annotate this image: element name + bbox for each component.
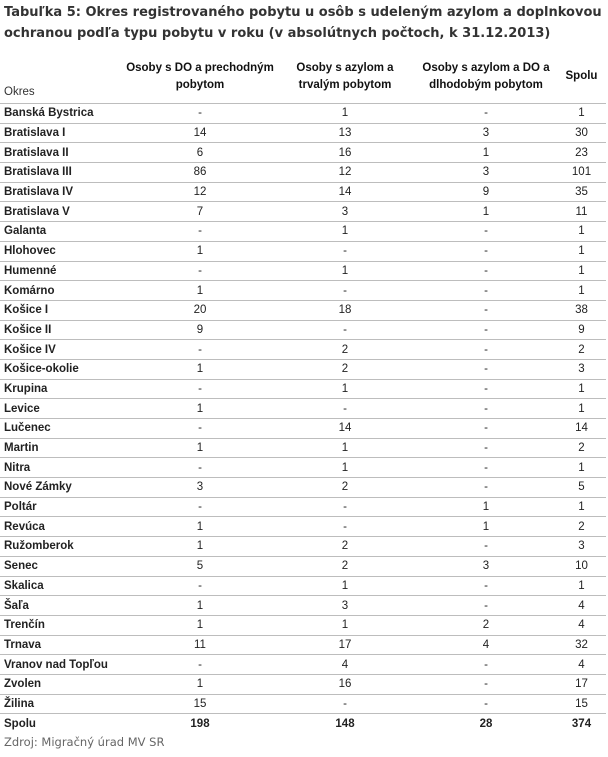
table-row xyxy=(0,497,606,517)
azyl-do-dlhodoby-cell: 3 xyxy=(415,163,557,183)
okres-cell: Bratislava III xyxy=(0,163,125,183)
do-prechodny-cell: 11 xyxy=(125,635,275,655)
total-spolu-cell: 374 xyxy=(571,717,592,730)
azyl-do-dlhodoby-cell: - xyxy=(415,320,557,340)
azyl-do-dlhodoby-cell: - xyxy=(415,694,557,714)
azyl-trvaly-cell: 3 xyxy=(275,596,415,616)
do-prechodny-cell: 6 xyxy=(125,143,275,163)
do-prechodny-cell: 9 xyxy=(125,320,275,340)
okres-cell: Žilina xyxy=(0,694,125,714)
azyl-trvaly-cell: - xyxy=(275,399,415,419)
azyl-do-dlhodoby-cell: 1 xyxy=(415,202,557,222)
spolu-cell: 30 xyxy=(557,123,606,143)
okres-cell: Zvolen xyxy=(0,674,125,694)
azyl-trvaly-cell: 17 xyxy=(275,635,415,655)
azyl-do-dlhodoby-cell: - xyxy=(415,655,557,675)
total-okres-cell: Spolu xyxy=(4,717,36,730)
okres-cell: Bratislava I xyxy=(0,123,125,143)
azyl-trvaly-cell: - xyxy=(275,694,415,714)
azyl-trvaly-cell: - xyxy=(275,320,415,340)
okres-cell: Bratislava II xyxy=(0,143,125,163)
okres-cell: Hlohovec xyxy=(0,241,125,261)
do-prechodny-cell: 7 xyxy=(125,202,275,222)
spolu-cell: 1 xyxy=(557,458,606,478)
table-row xyxy=(0,537,606,557)
do-prechodny-cell: 86 xyxy=(125,163,275,183)
spolu-cell: 2 xyxy=(557,438,606,458)
spolu-cell: 1 xyxy=(557,576,606,596)
table-row xyxy=(0,399,606,419)
table-row xyxy=(0,655,606,675)
table-row xyxy=(0,674,606,694)
do-prechodny-cell: 1 xyxy=(125,517,275,537)
spolu-cell: 5 xyxy=(557,478,606,498)
column-header-azyl-trvaly: Osoby s azylom a trvalým pobytom xyxy=(275,50,415,104)
do-prechodny-cell: 1 xyxy=(125,438,275,458)
table-title: Tabuľka 5: Okres registrovaného pobytu u osôb s udeleným azylom a doplnkovou ochranou podľa typu pobytu v roku (v absolútnych počtoch, k 31.12.2013) xyxy=(4,5,602,41)
column-header-do-prechodny: Osoby s DO a prechodným pobytom xyxy=(125,50,275,104)
table-row xyxy=(0,320,606,340)
do-prechodny-cell: - xyxy=(125,379,275,399)
okres-cell: Galanta xyxy=(0,222,125,242)
do-prechodny-cell: - xyxy=(125,340,275,360)
okres-cell: Poltár xyxy=(0,497,125,517)
okres-cell: Košice I xyxy=(0,300,125,320)
do-prechodny-cell: 1 xyxy=(125,281,275,301)
column-header-spolu: Spolu xyxy=(557,50,606,104)
spolu-cell: 1 xyxy=(557,241,606,261)
azyl-do-dlhodoby-cell: 1 xyxy=(415,517,557,537)
okres-cell: Ružomberok xyxy=(0,537,125,557)
azyl-do-dlhodoby-cell: - xyxy=(415,340,557,360)
spolu-cell: 1 xyxy=(557,497,606,517)
okres-cell: Skalica xyxy=(0,576,125,596)
azyl-trvaly-cell: 2 xyxy=(275,359,415,379)
do-prechodny-cell: 14 xyxy=(125,123,275,143)
spolu-cell: 1 xyxy=(557,261,606,281)
spolu-cell: 15 xyxy=(557,694,606,714)
total-do-prechodny-cell: 198 xyxy=(190,717,210,730)
azyl-trvaly-cell: 1 xyxy=(275,222,415,242)
azyl-trvaly-cell: 12 xyxy=(275,163,415,183)
okres-cell: Levice xyxy=(0,399,125,419)
azyl-trvaly-cell: 1 xyxy=(275,576,415,596)
azyl-trvaly-cell: 2 xyxy=(275,556,415,576)
azyl-trvaly-cell: 1 xyxy=(275,261,415,281)
spolu-cell: 17 xyxy=(557,674,606,694)
table-row xyxy=(0,281,606,301)
okres-cell: Komárno xyxy=(0,281,125,301)
header-row xyxy=(0,50,606,104)
do-prechodny-cell: 5 xyxy=(125,556,275,576)
spolu-cell: 3 xyxy=(557,359,606,379)
do-prechodny-cell: 1 xyxy=(125,537,275,557)
spolu-cell: 3 xyxy=(557,537,606,557)
table-row xyxy=(0,143,606,163)
azyl-trvaly-cell: 16 xyxy=(275,674,415,694)
azyl-do-dlhodoby-cell: 1 xyxy=(415,497,557,517)
azyl-trvaly-cell: - xyxy=(275,241,415,261)
azyl-trvaly-cell: 1 xyxy=(275,458,415,478)
azyl-do-dlhodoby-cell: 1 xyxy=(415,143,557,163)
azyl-do-dlhodoby-cell: - xyxy=(415,419,557,439)
azyl-do-dlhodoby-cell: - xyxy=(415,537,557,557)
azyl-do-dlhodoby-cell: - xyxy=(415,300,557,320)
okres-cell: Martin xyxy=(0,438,125,458)
okres-cell: Trnava xyxy=(0,635,125,655)
okres-cell: Nové Zámky xyxy=(0,478,125,498)
azyl-trvaly-cell: 2 xyxy=(275,340,415,360)
okres-cell: Revúca xyxy=(0,517,125,537)
do-prechodny-cell: - xyxy=(125,419,275,439)
azyl-trvaly-cell: 2 xyxy=(275,478,415,498)
azyl-do-dlhodoby-cell: - xyxy=(415,281,557,301)
spolu-cell: 1 xyxy=(557,379,606,399)
spolu-cell: 4 xyxy=(557,596,606,616)
column-header-okres: Okres xyxy=(0,50,125,104)
spolu-cell: 23 xyxy=(557,143,606,163)
azyl-trvaly-cell: 18 xyxy=(275,300,415,320)
do-prechodny-cell: - xyxy=(125,261,275,281)
table-row xyxy=(0,458,606,478)
do-prechodny-cell: 1 xyxy=(125,674,275,694)
table-row xyxy=(0,359,606,379)
azyl-trvaly-cell: 1 xyxy=(275,438,415,458)
azyl-trvaly-cell: - xyxy=(275,517,415,537)
azyl-do-dlhodoby-cell: - xyxy=(415,438,557,458)
column-header-azyl-do-dlhodoby: Osoby s azylom a DO a dlhodobým pobytom xyxy=(415,50,557,104)
azyl-do-dlhodoby-cell: - xyxy=(415,458,557,478)
table-row xyxy=(0,241,606,261)
azyl-trvaly-cell: 14 xyxy=(275,419,415,439)
table-row xyxy=(0,694,606,714)
okres-cell: Bratislava IV xyxy=(0,182,125,202)
table-row xyxy=(0,635,606,655)
table-row xyxy=(0,123,606,143)
do-prechodny-cell: - xyxy=(125,104,275,124)
data-table xyxy=(0,50,606,733)
azyl-trvaly-cell: 1 xyxy=(275,615,415,635)
azyl-do-dlhodoby-cell: - xyxy=(415,104,557,124)
table-row xyxy=(0,300,606,320)
do-prechodny-cell: 12 xyxy=(125,182,275,202)
azyl-do-dlhodoby-cell: - xyxy=(415,359,557,379)
azyl-trvaly-cell: 13 xyxy=(275,123,415,143)
table-row xyxy=(0,222,606,242)
azyl-do-dlhodoby-cell: 3 xyxy=(415,556,557,576)
azyl-do-dlhodoby-cell: - xyxy=(415,576,557,596)
azyl-do-dlhodoby-cell: - xyxy=(415,478,557,498)
table-row xyxy=(0,615,606,635)
table-row xyxy=(0,517,606,537)
do-prechodny-cell: 1 xyxy=(125,399,275,419)
table-row xyxy=(0,556,606,576)
table-row xyxy=(0,438,606,458)
azyl-do-dlhodoby-cell: - xyxy=(415,674,557,694)
okres-cell: Košice IV xyxy=(0,340,125,360)
okres-cell: Nitra xyxy=(0,458,125,478)
azyl-trvaly-cell: 2 xyxy=(275,537,415,557)
okres-cell: Lučenec xyxy=(0,419,125,439)
table-row xyxy=(0,576,606,596)
azyl-trvaly-cell: 3 xyxy=(275,202,415,222)
okres-cell: Banská Bystrica xyxy=(0,104,125,124)
azyl-trvaly-cell: 1 xyxy=(275,104,415,124)
do-prechodny-cell: 15 xyxy=(125,694,275,714)
okres-cell: Košice II xyxy=(0,320,125,340)
okres-cell: Vranov nad Topľou xyxy=(0,655,125,675)
azyl-do-dlhodoby-cell: 4 xyxy=(415,635,557,655)
azyl-do-dlhodoby-cell: 3 xyxy=(415,123,557,143)
azyl-do-dlhodoby-cell: - xyxy=(415,596,557,616)
azyl-do-dlhodoby-cell: - xyxy=(415,379,557,399)
azyl-do-dlhodoby-cell: 2 xyxy=(415,615,557,635)
do-prechodny-cell: - xyxy=(125,655,275,675)
do-prechodny-cell: 20 xyxy=(125,300,275,320)
source-note: Zdroj: Migračný úrad MV SR xyxy=(4,735,165,749)
azyl-do-dlhodoby-cell: - xyxy=(415,241,557,261)
spolu-cell: 35 xyxy=(557,182,606,202)
table-row xyxy=(0,419,606,439)
table-row xyxy=(0,596,606,616)
spolu-cell: 2 xyxy=(557,517,606,537)
do-prechodny-cell: 1 xyxy=(125,241,275,261)
do-prechodny-cell: 1 xyxy=(125,596,275,616)
okres-cell: Humenné xyxy=(0,261,125,281)
spolu-cell: 1 xyxy=(557,399,606,419)
azyl-do-dlhodoby-cell: - xyxy=(415,399,557,419)
table-row xyxy=(0,261,606,281)
do-prechodny-cell: 3 xyxy=(125,478,275,498)
spolu-cell: 32 xyxy=(557,635,606,655)
spolu-cell: 1 xyxy=(557,222,606,242)
azyl-trvaly-cell: 1 xyxy=(275,379,415,399)
okres-cell: Senec xyxy=(0,556,125,576)
azyl-trvaly-cell: - xyxy=(275,497,415,517)
spolu-cell: 10 xyxy=(557,556,606,576)
spolu-cell: 14 xyxy=(557,419,606,439)
total-azyl-do-dlhodoby-cell: 28 xyxy=(479,717,493,730)
okres-cell: Košice-okolie xyxy=(0,359,125,379)
total-row xyxy=(0,714,606,733)
table-row xyxy=(0,182,606,202)
azyl-do-dlhodoby-cell: 9 xyxy=(415,182,557,202)
table-row xyxy=(0,340,606,360)
okres-cell: Šaľa xyxy=(0,596,125,616)
do-prechodny-cell: 1 xyxy=(125,615,275,635)
spolu-cell: 38 xyxy=(557,300,606,320)
do-prechodny-cell: - xyxy=(125,222,275,242)
table-body xyxy=(0,104,606,734)
azyl-do-dlhodoby-cell: - xyxy=(415,222,557,242)
table-row xyxy=(0,379,606,399)
spolu-cell: 4 xyxy=(557,655,606,675)
do-prechodny-cell: 1 xyxy=(125,359,275,379)
spolu-cell: 11 xyxy=(557,202,606,222)
spolu-cell: 1 xyxy=(557,104,606,124)
okres-cell: Krupina xyxy=(0,379,125,399)
spolu-cell: 2 xyxy=(557,340,606,360)
table-row xyxy=(0,163,606,183)
azyl-do-dlhodoby-cell: - xyxy=(415,261,557,281)
azyl-trvaly-cell: 16 xyxy=(275,143,415,163)
spolu-cell: 1 xyxy=(557,281,606,301)
table-row xyxy=(0,478,606,498)
azyl-trvaly-cell: 14 xyxy=(275,182,415,202)
do-prechodny-cell: - xyxy=(125,458,275,478)
table-row xyxy=(0,104,606,124)
azyl-trvaly-cell: - xyxy=(275,281,415,301)
azyl-trvaly-cell: 4 xyxy=(275,655,415,675)
okres-cell: Trenčín xyxy=(0,615,125,635)
spolu-cell: 9 xyxy=(557,320,606,340)
spolu-cell: 101 xyxy=(557,163,606,183)
spolu-cell: 4 xyxy=(557,615,606,635)
do-prechodny-cell: - xyxy=(125,576,275,596)
total-azyl-trvaly-cell: 148 xyxy=(335,717,355,730)
okres-cell: Bratislava V xyxy=(0,202,125,222)
table-row xyxy=(0,202,606,222)
do-prechodny-cell: - xyxy=(125,497,275,517)
